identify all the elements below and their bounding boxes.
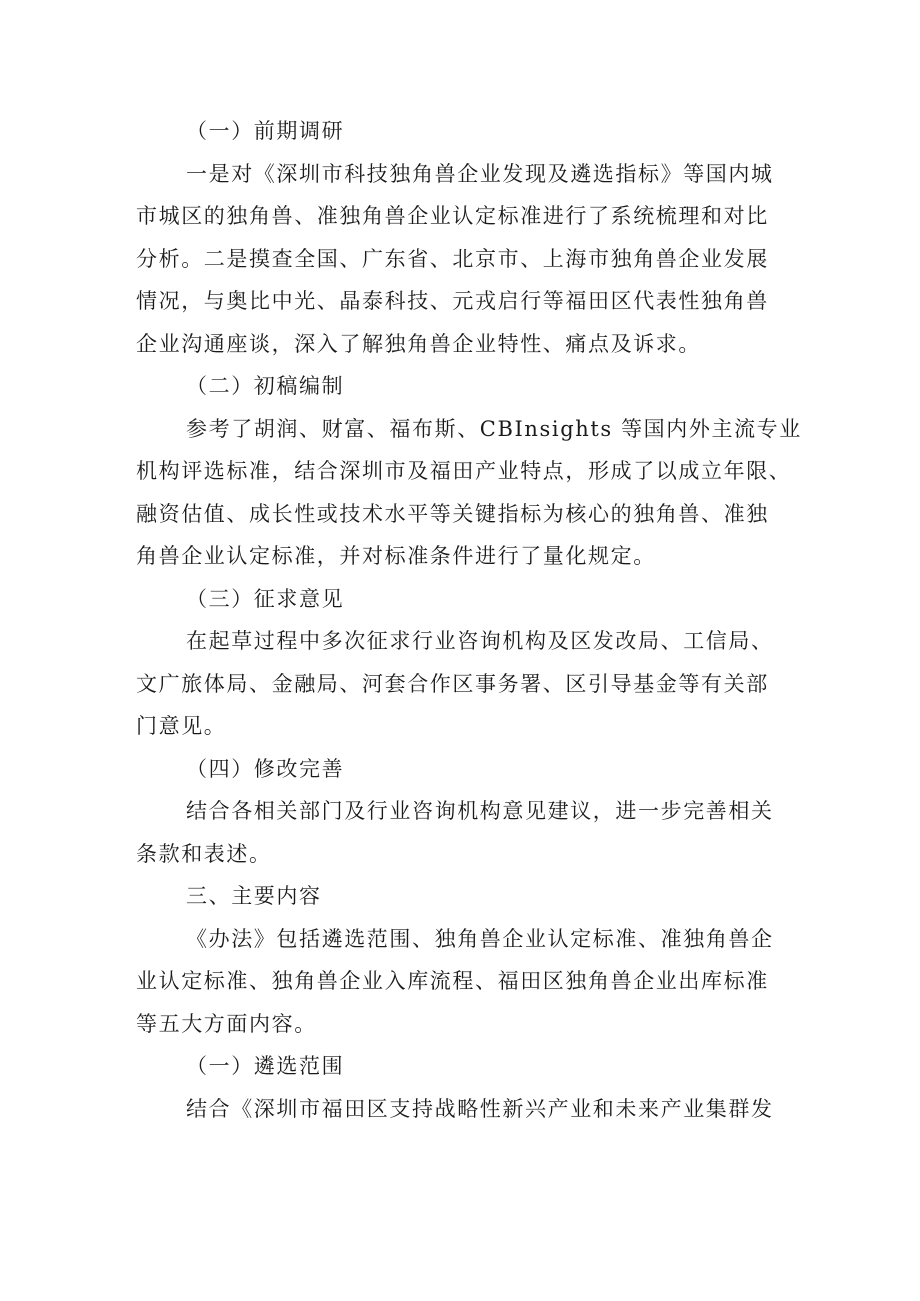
paragraph-line: 一是对《深圳市科技独角兽企业发现及遴选指标》等国内城 [186, 161, 774, 186]
section-heading-revision: （四）修改完善 [186, 756, 345, 781]
paragraph-line: 机构评选标准，结合深圳市及福田产业特点，形成了以成立年限、 [136, 459, 792, 483]
paragraph-line: 企业沟通座谈，深入了解独角兽企业特性、痛点及诉求。 [136, 331, 701, 356]
paragraph-line: 结合《深圳市福田区支持战略性新兴产业和未来产业集群发 [186, 1096, 774, 1121]
paragraph-line: 融资估值、成长性或技术水平等关键指标为核心的独角兽、准独 [136, 501, 769, 526]
paragraph-line: 等五大方面内容。 [136, 1011, 317, 1036]
paragraph-line: 角兽企业认定标准，并对标准条件进行了量化规定。 [136, 544, 656, 568]
section-heading-consultation: （三）征求意见 [186, 586, 345, 611]
section-heading-draft: （二）初稿编制 [186, 374, 345, 398]
document-body [136, 110, 802, 1130]
section-heading-scope: （一）遴选范围 [186, 1054, 345, 1078]
paragraph-line: 门意见。 [136, 714, 227, 738]
paragraph-line: 在起草过程中多次征求行业咨询机构及区发改局、工信局、 [186, 629, 774, 653]
paragraph-line: 业认定标准、独角兽企业入库流程、福田区独角兽企业出库标准 [136, 969, 769, 993]
section-heading-research: （一）前期调研 [186, 119, 345, 143]
paragraph-line: 文广旅体局、金融局、河套合作区事务署、区引导基金等有关部 [136, 671, 769, 696]
paragraph-line: 参考了胡润、财富、福布斯、CBInsights 等国内外主流专业 [186, 416, 802, 441]
paragraph-line: 情况，与奥比中光、晶泰科技、元戎启行等福田区代表性独角兽 [136, 289, 769, 313]
paragraph-line: 《办法》包括遴选范围、独角兽企业认定标准、准独角兽企 [186, 926, 774, 951]
paragraph-line: 条款和表述。 [136, 841, 272, 866]
paragraph-line: 结合各相关部门及行业咨询机构意见建议，进一步完善相关 [186, 799, 774, 823]
paragraph-line: 分析。二是摸查全国、广东省、北京市、上海市独角兽企业发展 [136, 246, 769, 271]
section-heading-main-content: 三、主要内容 [186, 884, 322, 908]
paragraph-line: 市城区的独角兽、准独角兽企业认定标准进行了系统梳理和对比 [136, 204, 769, 228]
